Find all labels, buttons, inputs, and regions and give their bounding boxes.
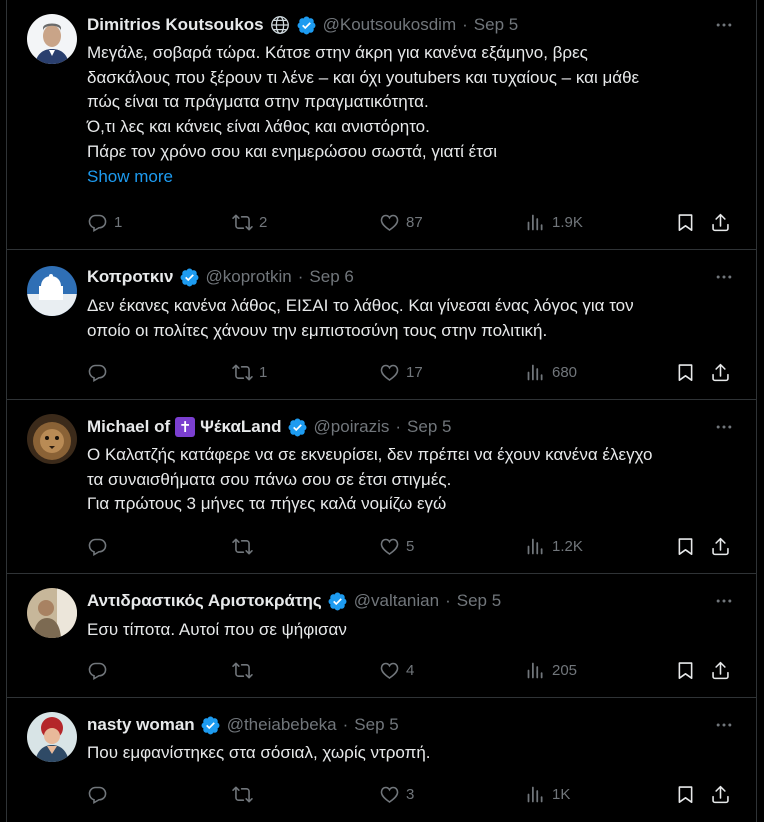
views-button[interactable]: [525, 359, 577, 385]
repost-icon: [232, 536, 253, 557]
reply-icon: [87, 212, 108, 233]
text-line: Για πρώτους 3 μήνες τα πήγες καλά νομίζω εγώ: [87, 494, 447, 514]
reply-button[interactable]: [87, 209, 122, 235]
cross-emoji: ✝: [175, 417, 195, 437]
avatar[interactable]: [27, 14, 77, 64]
bar-chart-icon: [525, 660, 546, 681]
like-button[interactable]: [379, 657, 414, 683]
repost-button[interactable]: [232, 657, 259, 683]
avatar[interactable]: [27, 414, 77, 464]
like-button[interactable]: [379, 533, 414, 559]
reply-button[interactable]: [87, 533, 114, 559]
heart-icon: [379, 212, 400, 233]
like-button[interactable]: [379, 209, 423, 235]
bar-chart-icon: [525, 362, 546, 383]
reply-icon: [87, 784, 108, 805]
bar-chart-icon: [525, 536, 546, 557]
share-icon: [710, 784, 731, 805]
tweet[interactable]: [7, 400, 756, 574]
share-icon: [710, 212, 731, 233]
reply-icon: [87, 536, 108, 557]
verified-icon[interactable]: [287, 417, 308, 438]
reply-button[interactable]: [87, 657, 114, 683]
text-line: Ο Καλατζής κατάφερε να σε εκνευρίσει, δεν πρέπει να έχουν κανένα έλεγχο: [87, 445, 653, 464]
like-count: 17: [406, 363, 423, 381]
reply-icon: [87, 362, 108, 383]
separator: ·: [395, 417, 402, 436]
like-count: 4: [406, 661, 415, 679]
views-button[interactable]: [525, 209, 583, 235]
timestamp[interactable]: Sep 5: [354, 715, 399, 734]
avatar[interactable]: [27, 266, 77, 316]
repost-count: 1: [259, 363, 268, 381]
share-button[interactable]: [710, 209, 731, 235]
text-line: Που εμφανίστηκες στα σόσιαλ, χωρίς ντροπή.: [87, 743, 431, 762]
more-icon[interactable]: [712, 590, 736, 612]
views-button[interactable]: [525, 657, 577, 683]
show-more-link[interactable]: Show more: [87, 166, 173, 186]
verified-icon[interactable]: [327, 591, 348, 612]
verified-icon[interactable]: [200, 715, 221, 736]
views-button[interactable]: [525, 533, 583, 559]
bookmark-button[interactable]: [675, 533, 696, 559]
text-line: Εσυ τίποτα. Αυτοί που σε ψήφισαν: [87, 620, 347, 639]
repost-button[interactable]: [232, 781, 259, 807]
repost-icon: [232, 660, 253, 681]
display-name[interactable]: nasty woman: [87, 715, 195, 734]
heart-icon: [379, 660, 400, 681]
repost-button[interactable]: [232, 209, 267, 235]
text-line: τα συναισθήματα σου πάνω σου σε έτσι στιγμές.: [87, 469, 452, 489]
repost-icon: [232, 362, 253, 383]
text-line: πώς είναι τα πράγματα στην πραγματικότητα.: [87, 92, 429, 112]
action-bar: [87, 657, 736, 683]
tweet[interactable]: [7, 250, 756, 400]
tweet-text: [87, 443, 726, 517]
bookmark-button[interactable]: [675, 359, 696, 385]
text-line: Δεν έκανες κανένα λάθος, ΕΙΣΑΙ το λάθος. Και γίνεσαι ένας λόγος για τον: [87, 296, 634, 315]
action-bar: [87, 533, 736, 559]
view-count: 680: [552, 363, 578, 381]
avatar[interactable]: [27, 712, 77, 762]
text-line: Μεγάλε, σοβαρά τώρα. Κάτσε στην άκρη για κανένα εξάμηνο, βρες: [87, 43, 588, 62]
reply-feed: [6, 0, 757, 822]
reply-button[interactable]: [87, 359, 114, 385]
tweet-header: [87, 14, 736, 36]
verified-icon[interactable]: [296, 15, 317, 36]
timestamp[interactable]: Sep 5: [456, 591, 502, 610]
views-button[interactable]: [525, 781, 570, 807]
like-button[interactable]: [379, 781, 414, 807]
like-count: 87: [406, 213, 423, 231]
tweet[interactable]: [7, 0, 756, 250]
tweet[interactable]: [7, 574, 756, 698]
separator: ·: [445, 591, 451, 610]
display-name-suffix[interactable]: ΨέκαLand: [200, 417, 282, 436]
separator: ·: [462, 15, 468, 34]
bookmark-icon: [675, 212, 696, 233]
action-bar: [87, 359, 736, 385]
bookmark-button[interactable]: [675, 781, 696, 807]
handle[interactable]: @Koutsoukosdim: [322, 15, 457, 34]
action-bar: [87, 209, 736, 235]
text-line: Ό,τι λες και κάνεις είναι λάθος και ανιστόρητο.: [87, 117, 430, 137]
separator: ·: [342, 715, 349, 734]
avatar[interactable]: [27, 588, 77, 638]
heart-icon: [379, 784, 400, 805]
heart-icon: [379, 536, 400, 557]
view-count: 1.9K: [552, 213, 583, 231]
reply-count: 1: [114, 213, 123, 231]
tweet[interactable]: [7, 698, 756, 822]
repost-icon: [232, 212, 253, 233]
share-button[interactable]: [710, 781, 731, 807]
display-name[interactable]: Αντιδραστικός Αριστοκράτης: [87, 591, 322, 610]
bookmark-icon: [675, 660, 696, 681]
more-icon[interactable]: [712, 266, 736, 288]
more-icon[interactable]: [712, 14, 736, 36]
bookmark-button[interactable]: [675, 657, 696, 683]
repost-button[interactable]: [232, 359, 267, 385]
bar-chart-icon: [525, 784, 546, 805]
action-bar: [87, 781, 736, 807]
bookmark-icon: [675, 362, 696, 383]
handle[interactable]: @poirazis: [313, 417, 390, 436]
timestamp[interactable]: Sep 6: [309, 267, 354, 286]
share-icon: [710, 660, 731, 681]
bookmark-icon: [675, 536, 696, 557]
timestamp[interactable]: Sep 5: [407, 417, 452, 436]
tweet-header: [87, 416, 736, 438]
text-line: δασκάλους που ξέρουν τι λένε – και όχι youtubers και τυχαίους – και μάθε: [87, 67, 640, 87]
bookmark-button[interactable]: [675, 209, 696, 235]
separator: ·: [297, 267, 304, 286]
globe-icon: [269, 14, 291, 36]
reply-icon: [87, 660, 108, 681]
view-count: 1K: [552, 785, 571, 803]
more-icon[interactable]: [712, 714, 736, 736]
heart-icon: [379, 362, 400, 383]
tweet-text: [87, 741, 726, 766]
handle[interactable]: @koprotkin: [205, 267, 292, 286]
share-icon: [710, 362, 731, 383]
tweet-text: [87, 294, 726, 343]
like-button[interactable]: [379, 359, 423, 385]
display-name[interactable]: Κοπροτκιν: [87, 267, 174, 286]
tweet-text: [87, 41, 726, 189]
handle[interactable]: @theiabebeka: [226, 715, 337, 734]
like-count: 5: [406, 537, 415, 555]
share-button[interactable]: [710, 657, 731, 683]
text-line: Πάρε τον χρόνο σου και ενημερώσου σωστά, γιατί έτσι: [87, 141, 498, 161]
reply-button[interactable]: [87, 781, 114, 807]
repost-icon: [232, 784, 253, 805]
display-name[interactable]: Michael of: [87, 417, 171, 436]
bookmark-icon: [675, 784, 696, 805]
tweet-header: [87, 714, 736, 736]
repost-count: 2: [259, 213, 268, 231]
view-count: 205: [552, 661, 578, 679]
tweet-text: [87, 618, 726, 643]
timestamp[interactable]: Sep 5: [473, 15, 519, 34]
bar-chart-icon: [525, 212, 546, 233]
display-name[interactable]: Dimitrios Koutsoukos: [87, 15, 264, 34]
tweet-header: [87, 266, 736, 288]
more-icon[interactable]: [712, 416, 736, 438]
tweet-header: [87, 590, 736, 612]
text-line: οποίο οι πολίτες χάνουν την εμπιστοσύνη τους στην πολιτική.: [87, 320, 548, 340]
repost-button[interactable]: [232, 533, 259, 559]
verified-icon[interactable]: [179, 267, 200, 288]
share-icon: [710, 536, 731, 557]
share-button[interactable]: [710, 533, 731, 559]
view-count: 1.2K: [552, 537, 583, 555]
share-button[interactable]: [710, 359, 731, 385]
handle[interactable]: @valtanian: [353, 591, 440, 610]
like-count: 3: [406, 785, 415, 803]
